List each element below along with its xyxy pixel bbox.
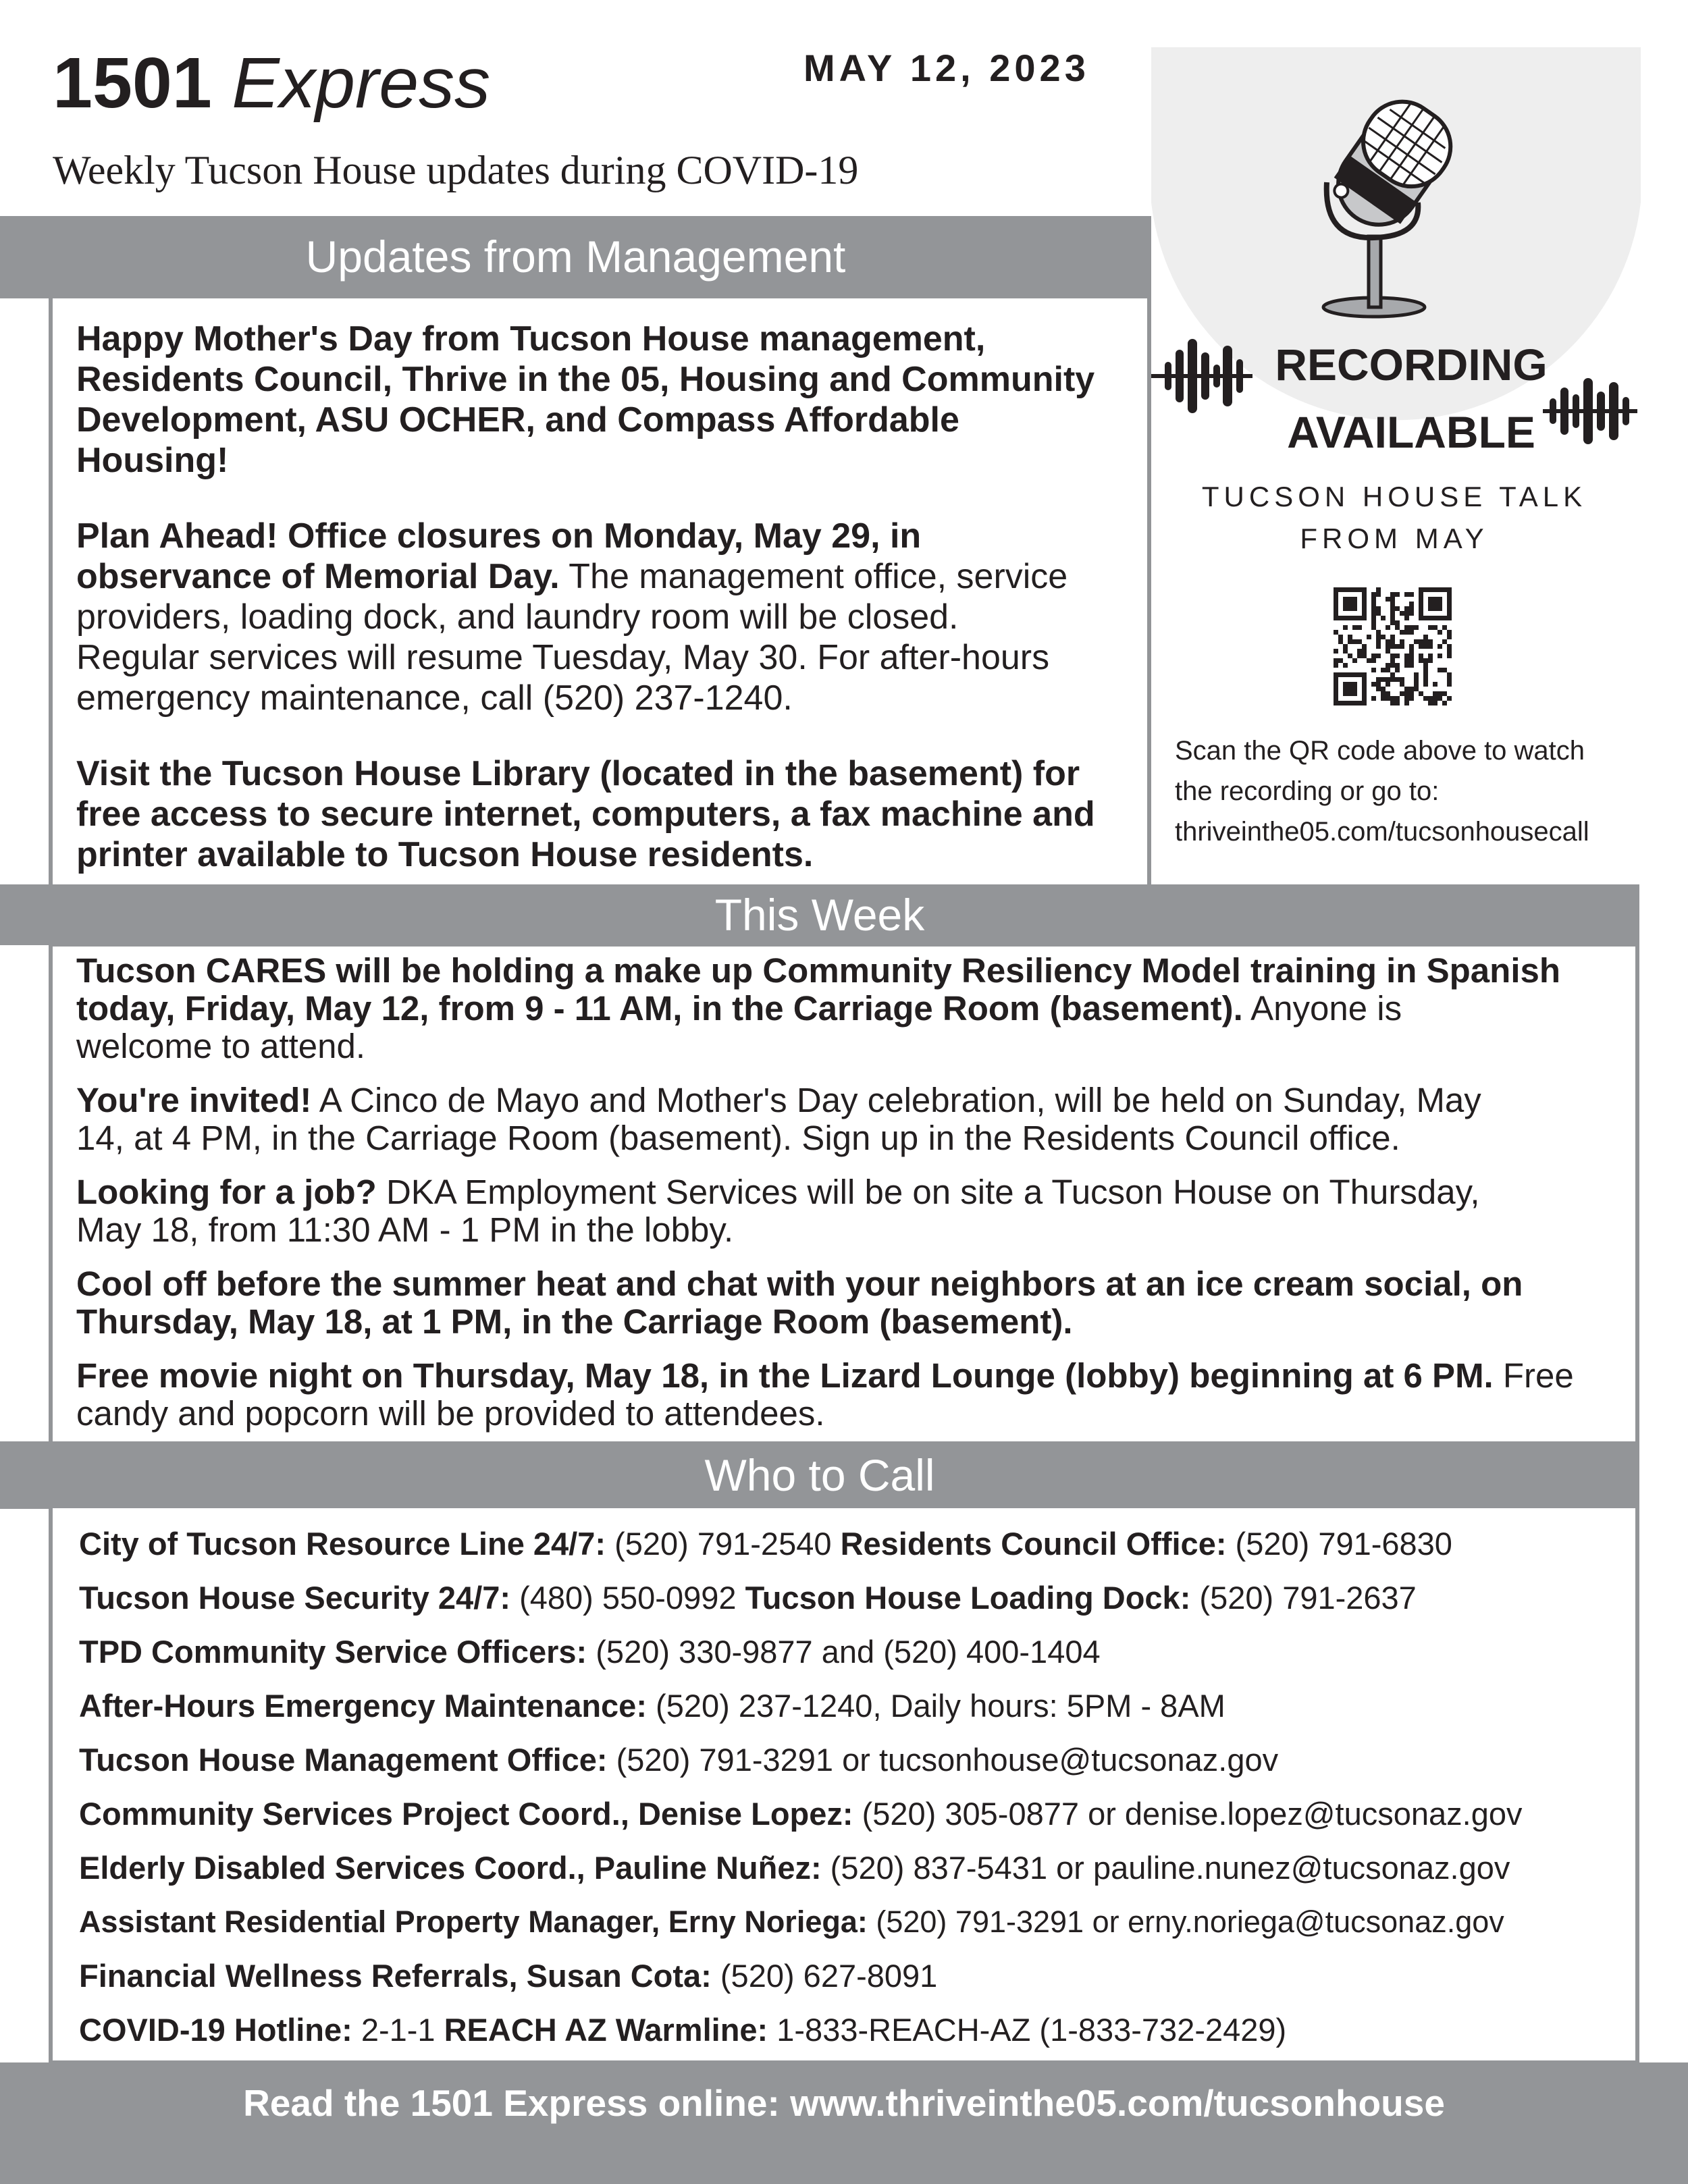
contact-row: Elderly Disabled Services Coord., Pauline Nuñez: (520) 837-5431 or pauline.nunez@tucsonaz.gov [79, 1850, 1510, 1886]
library-notice: Visit the Tucson House Library (located in the basement) for free access to secure internet, computers, a fax machine and printer available to Tucson House residents. [76, 754, 1095, 874]
scan-line-2: the recording or go to: [1175, 776, 1440, 806]
contact-row: After-Hours Emergency Maintenance: (520) 237-1240, Daily hours: 5PM - 8AM [79, 1688, 1225, 1724]
contact-row: COVID-19 Hotline: 2-1-1 REACH AZ Warmline: 1-833-REACH-AZ (1-833-732-2429) [79, 2012, 1287, 2048]
talk-label [1175, 476, 1614, 560]
contact-row: TPD Community Service Officers: (520) 330-9877 and (520) 400-1404 [79, 1634, 1101, 1670]
section-header-who-to-call: Who to Call [0, 1441, 1639, 1509]
contact-row: Tucson House Management Office: (520) 791-3291 or tucsonhouse@tucsonaz.gov [79, 1742, 1279, 1778]
contact-row: Assistant Residential Property Manager, Erny Noriega: (520) 791-3291 or erny.noriega@tucsonaz.gov [79, 1905, 1504, 1939]
contact-row: City of Tucson Resource Line 24/7: (520) 791-2540 Residents Council Office: (520) 791-6830 [79, 1526, 1452, 1562]
office-closure-notice: Plan Ahead! Office closures on Monday, May 29, in observance of Memorial Day. The management office, service providers, loading dock, and laundry room will be closed. Regular services will resume Tuesday, May 30. For after-hours emergency maintenance, call (520) 237-1240. [76, 516, 1068, 718]
contact-row: Financial Wellness Referrals, Susan Cota: (520) 627-8091 [79, 1958, 938, 1994]
recording-url-link[interactable]: thriveinthe05.com/tucsonhousecall [1175, 817, 1589, 847]
newsletter-title [53, 43, 491, 123]
this-week-events [76, 952, 1636, 1449]
contact-row: Tucson House Security 24/7: (480) 550-0992 Tucson House Loading Dock: (520) 791-2637 [79, 1580, 1417, 1616]
event-ice-cream-social: Cool off before the summer heat and chat with your neighbors at an ice cream social, on Thursday, May 18, at 1 PM, in the Carriage Room (basement). [76, 1264, 1523, 1341]
footer-banner[interactable]: Read the 1501 Express online: www.thriveinthe05.com/tucsonhouse [0, 2062, 1688, 2184]
newsletter-subtitle: Weekly Tucson House updates during COVID-19 [53, 148, 859, 192]
talk-line-1: TUCSON HOUSE TALK [1201, 481, 1587, 512]
talk-line-2: FROM MAY [1300, 523, 1489, 554]
event-movie-night: Free movie night on Thursday, May 18, in the Lizard Lounge (lobby) beginning at 6 PM. Free candy and popcorn will be provided to attendees. [76, 1356, 1574, 1433]
scan-line-1: Scan the QR code above to watch [1175, 736, 1585, 766]
qr-code-icon[interactable] [1334, 587, 1452, 705]
recording-available-heading [1242, 331, 1580, 466]
title-word: Express [232, 43, 491, 123]
management-updates [76, 319, 1143, 910]
title-number: 1501 [53, 43, 212, 123]
section-header-this-week: This Week [0, 884, 1639, 945]
recording-line-1: RECORDING [1275, 340, 1548, 390]
recording-line-2: AVAILABLE [1287, 407, 1535, 457]
scan-instructions [1175, 730, 1641, 852]
section-header-management: Updates from Management [0, 216, 1151, 297]
issue-date: MAY 12, 2023 [803, 47, 1090, 89]
event-cinco-de-mayo: You're invited! A Cinco de Mayo and Mother's Day celebration, will be held on Sunday, May 14, at 4 PM, in the Carriage Room (basement). Sign up in the Residents Council office. [76, 1081, 1481, 1157]
event-job-fair: Looking for a job? DKA Employment Services will be on site a Tucson House on Thursday, May 18, from 11:30 AM - 1 PM in the lobby. [76, 1173, 1480, 1249]
contact-row: Community Services Project Coord., Denise Lopez: (520) 305-0877 or denise.lopez@tucsonaz.gov [79, 1796, 1523, 1832]
mothers-day-message: Happy Mother's Day from Tucson House management, Residents Council, Thrive in the 05, Housing and Community Development, ASU OCHER, and Compass Affordable Housing! [76, 319, 1095, 480]
event-crm-training: Tucson CARES will be holding a make up Community Resiliency Model training in Spanish today, Friday, May 12, from 9 - 11 AM, in the Carriage Room (basement). Anyone is welcome to attend. [76, 951, 1561, 1065]
contact-list [79, 1521, 1632, 2061]
left-margin [0, 294, 49, 888]
